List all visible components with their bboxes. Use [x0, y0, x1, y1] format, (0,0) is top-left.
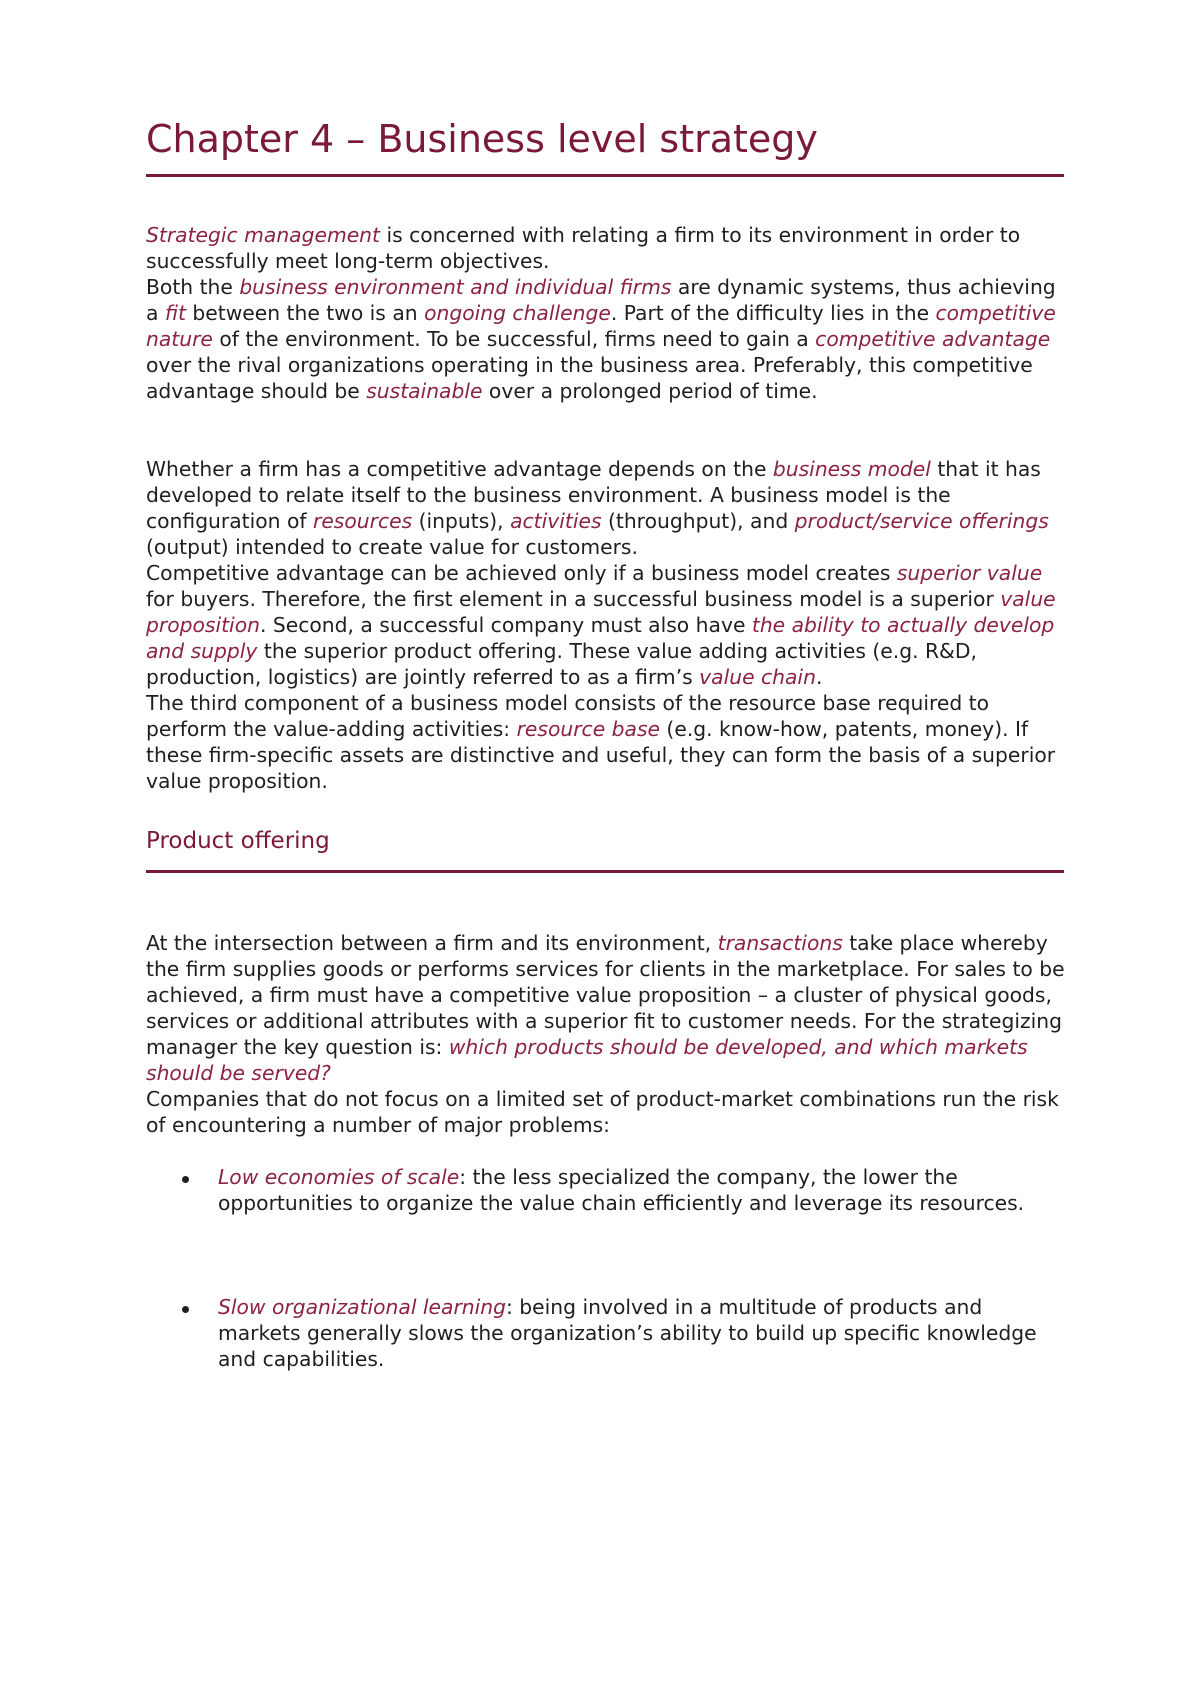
term-slow-organizational-learning: Slow organizational learning [218, 1295, 507, 1319]
term-value-proposition: value proposition [146, 587, 1056, 637]
term-sustainable: sustainable [366, 379, 483, 403]
chapter-title: Chapter 4 – Business level strategy [146, 117, 818, 161]
product-offering-paragraph: At the intersection between a firm and its environment, transactions take place whereby the firm supplies goods or performs services for clients in the marketplace. For sales to be achieved, a firm must have a competitive value proposition – a cluster of physical goods, services or additional attributes with a superior fit to customer needs. For the strategizing manager the key question is: which products should be developed, and which markets should be served? [146, 931, 1065, 1085]
product-offering-block [146, 930, 1066, 1138]
problems-list [146, 1164, 1066, 1216]
term-business-environment: business environment [239, 275, 464, 299]
list-item: Slow organizational learning: being involved in a multitude of products and markets generally slows the organization’s ability to build up specific knowledge and capabilities. [146, 1294, 1066, 1372]
term-competitive-nature: competitive nature [146, 301, 1056, 351]
key-question: which products should be developed, and which markets should be served? [146, 1035, 1028, 1085]
section-title-product-offering: Product offering [146, 828, 330, 854]
product-offering-risk-intro: Companies that do not focus on a limited set of product-market combinations run the risk of encountering a number of major problems: [146, 1087, 1059, 1137]
business-model-paragraph-3: The third component of a business model consists of the resource base required to perform the value-adding activities: resource base (e.g. know-how, patents, money). If these firm-specific assets are distinctive and useful, they can form the basis of a superior value proposition. [146, 691, 1056, 793]
term-individual-firms: and individual firms [470, 275, 672, 299]
business-model-paragraph-1: Whether a firm has a competitive advantage depends on the business model that it has developed to relate itself to the business environment. A business model is the configuration of resources (inputs), activities (throughput), and product/service offerings (output) intended to create value for customers. [146, 457, 1049, 559]
term-resource-base: resource base [516, 717, 660, 741]
term-resources: resources [312, 509, 413, 533]
term-product-service-offerings: product/service offerings [794, 509, 1049, 533]
term-value-chain: value chain [699, 665, 816, 689]
term-ongoing-challenge: ongoing challenge [424, 301, 611, 325]
list-item: Low economies of scale: the less specialized the company, the lower the opportunities to organize the value chain efficiently and leverage its resources. [146, 1164, 1066, 1216]
term-business-model: business model [772, 457, 931, 481]
term-low-economies-of-scale: Low economies of scale [218, 1165, 460, 1189]
bullet-icon [182, 1306, 189, 1313]
term-fit: fit [164, 301, 186, 325]
problems-list-continued [146, 1294, 1066, 1372]
term-transactions: transactions [717, 931, 843, 955]
section-divider [146, 870, 1064, 873]
intro-block [146, 222, 1066, 404]
intro-paragraph-1: Strategic management is concerned with relating a firm to its environment in order to successfully meet long-term objectives. [146, 223, 1021, 273]
term-strategic-management: Strategic management [146, 223, 380, 247]
bullet-icon [182, 1176, 189, 1183]
term-activities: activities [510, 509, 602, 533]
term-develop-and-supply: the ability to actually develop and supply [146, 613, 1055, 663]
business-model-paragraph-2: Competitive advantage can be achieved only if a business model creates superior value for buyers. Therefore, the first element in a successful business model is a superior value proposition. Second, a successful company must also have the ability to actually develop and supply the superior product offering. These value adding activities (e.g. R&D, production, logistics) are jointly referred to as a firm’s value chain. [146, 561, 1056, 689]
title-divider [146, 174, 1064, 177]
intro-paragraph-2: Both the business environment and individual firms are dynamic systems, thus achieving a fit between the two is an ongoing challenge. Part of the difficulty lies in the competitive nature of the environment. To be successful, firms need to gain a competitive advantage over the rival organizations operating in the business area. Preferably, this competitive advantage should be sustainable over a prolonged period of time. [146, 275, 1056, 403]
term-superior-value: superior value [896, 561, 1043, 585]
business-model-block [146, 456, 1066, 794]
term-competitive-advantage: competitive advantage [815, 327, 1051, 351]
